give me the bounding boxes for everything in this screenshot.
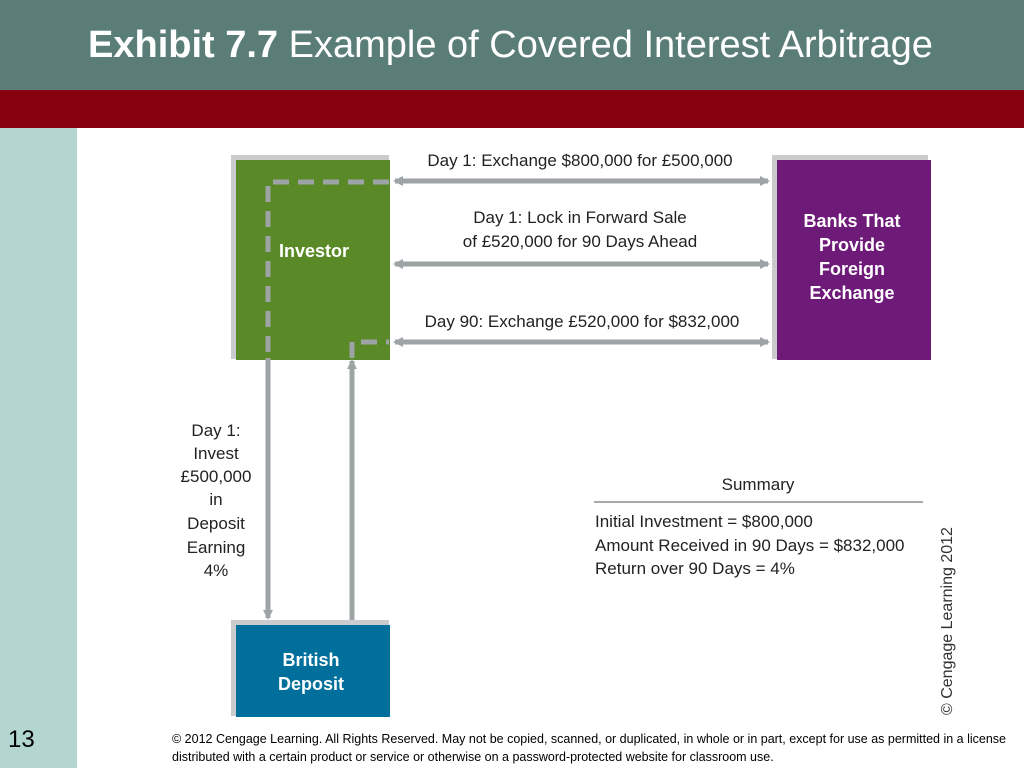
invest-label-line: Earning — [186, 538, 246, 557]
summary-heading: Summary — [721, 475, 795, 494]
summary-line: Return over 90 Days = 4% — [595, 559, 795, 578]
deposit-label-line: British — [282, 650, 340, 670]
investor-label: Investor — [278, 241, 350, 261]
banks-label-line: Exchange — [809, 283, 895, 303]
exchange-day90-label: Day 90: Exchange £520,000 for $832,000 — [424, 312, 740, 331]
banks-label-line: Banks That — [803, 211, 901, 231]
banks-node — [772, 155, 931, 360]
banks-label-line: Provide — [818, 235, 886, 255]
invest-label-line: in — [209, 490, 223, 509]
page-number: 13 — [8, 726, 35, 753]
summary-line: Initial Investment = $800,000 — [595, 512, 813, 531]
banks-label-line: Foreign — [819, 259, 885, 279]
deposit-node — [231, 620, 390, 717]
deposit-label-line: Deposit — [277, 674, 345, 694]
forward-sale-label-line: of £520,000 for 90 Days Ahead — [462, 232, 698, 251]
forward-sale-label-line: Day 1: Lock in Forward Sale — [473, 208, 687, 227]
side-credit: © Cengage Learning 2012 — [939, 527, 956, 715]
summary-line: Amount Received in 90 Days = $832,000 — [595, 536, 905, 555]
copyright-notice: © 2012 Cengage Learning. All Rights Reserved. May not be copied, scanned, or duplicated, in whole or in part, except for use as permitted in a license distributed with a certain product or service or otherwise on a password-protected website for classroom use. — [172, 732, 1007, 764]
summary-block — [594, 475, 923, 578]
deposit-box — [236, 625, 390, 717]
investor-node — [231, 155, 390, 360]
invest-label-line: £500,000 — [180, 467, 252, 486]
title-text: Example of Covered Interest Arbitrage — [288, 24, 933, 66]
invest-label-line: Invest — [193, 444, 239, 463]
invest-label-line: Day 1: — [191, 421, 241, 440]
invest-label-line: Deposit — [187, 514, 245, 533]
exchange-day1-label: Day 1: Exchange $800,000 for £500,000 — [427, 151, 733, 170]
exhibit-number: Exhibit 7.7 — [88, 24, 279, 66]
invest-label-line: 4% — [203, 561, 229, 580]
